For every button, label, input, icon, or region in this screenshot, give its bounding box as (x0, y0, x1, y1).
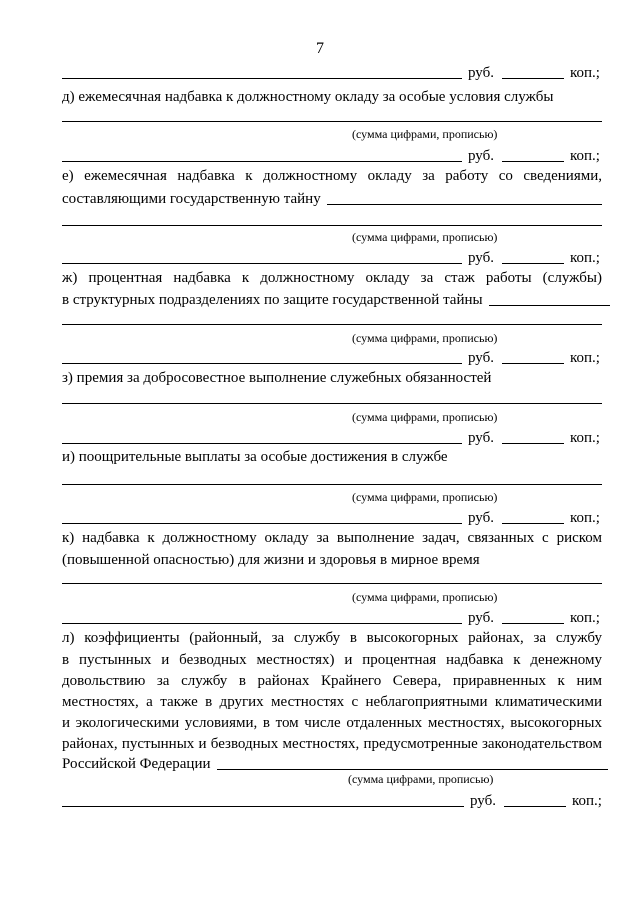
rub-label: руб. (468, 510, 494, 526)
kop-label: коп.; (570, 430, 600, 446)
item-i-fill-line[interactable] (62, 484, 602, 485)
kop-label: коп.; (572, 793, 602, 809)
rub-label: руб. (468, 250, 494, 266)
caption: (сумма цифрами, прописью) (352, 590, 498, 604)
item-z-fill-line[interactable] (62, 403, 602, 404)
page-number: 7 (316, 40, 324, 57)
kop-line[interactable] (504, 806, 566, 807)
rub-label: руб. (468, 430, 494, 446)
item-d-fill-line[interactable] (62, 121, 602, 122)
rub-label: руб. (468, 65, 494, 81)
item-l-fill[interactable] (217, 754, 608, 770)
item-l-line-3: довольствию за службу в районах Крайнего Севера, приравненных к ним (62, 673, 602, 689)
kop-label: коп.; (570, 148, 600, 164)
item-e-fill-line[interactable] (62, 225, 602, 226)
kop-line[interactable] (502, 623, 564, 624)
kop-line[interactable] (502, 363, 564, 364)
item-zh-line-2: в структурных подразделениях по защите государственной тайны (62, 292, 483, 308)
kop-line[interactable] (502, 523, 564, 524)
item-l-line-7-row (62, 754, 608, 774)
caption: (сумма цифрами, прописью) (352, 230, 498, 244)
item-zh-line-2-row (62, 290, 610, 310)
item-l-line-2: в пустынных и безводных местностях) и процентная надбавка к денежному (62, 652, 602, 668)
item-l-line-5: и экологическими условиями, в том числе отдаленных местностях, высокогорных (62, 715, 602, 731)
rub-label: руб. (468, 148, 494, 164)
item-z-line-1: з) премия за добросовестное выполнение служебных обязанностей (62, 370, 492, 386)
kop-line[interactable] (502, 161, 564, 162)
item-l-line-4: местностях, а также в других местностях с неблагоприятными климатическими (62, 694, 602, 710)
item-e-line-2-row (62, 189, 602, 209)
item-zh-fill-line[interactable] (62, 324, 602, 325)
item-e-fill[interactable] (327, 189, 602, 205)
caption: (сумма цифрами, прописью) (352, 410, 498, 424)
amount-line[interactable] (62, 806, 464, 807)
item-l-line-7: Российской Федерации (62, 756, 211, 772)
kop-label: коп.; (570, 350, 600, 366)
item-k-line-1: к) надбавка к должностному окладу за выполнение задач, связанных с риском (62, 530, 602, 546)
item-k-fill-line[interactable] (62, 583, 602, 584)
caption: (сумма цифрами, прописью) (352, 127, 498, 141)
rub-label: руб. (468, 350, 494, 366)
rub-label: руб. (468, 610, 494, 626)
item-k-line-2: (повышенной опасностью) для жизни и здоровья в мирное время (62, 552, 480, 568)
rub-label: руб. (470, 793, 496, 809)
kop-line[interactable] (502, 78, 564, 79)
item-l-line-6: районах, пустынных и безводных местностях, предусмотренные законодательством (62, 736, 602, 752)
amount-line[interactable] (62, 78, 462, 79)
item-zh-fill[interactable] (489, 290, 610, 306)
amount-line[interactable] (62, 623, 462, 624)
item-e-line-2: составляющими государственную тайну (62, 191, 321, 207)
caption: (сумма цифрами, прописью) (352, 331, 498, 345)
kop-label: коп.; (570, 250, 600, 266)
item-zh-line-1: ж) процентная надбавка к должностному окладу за стаж работы (службы) (62, 270, 602, 286)
item-i-line-1: и) поощрительные выплаты за особые достижения в службе (62, 449, 448, 465)
amount-line[interactable] (62, 523, 462, 524)
kop-label: коп.; (570, 65, 600, 81)
amount-line[interactable] (62, 363, 462, 364)
caption: (сумма цифрами, прописью) (348, 772, 494, 786)
item-d-line-1: д) ежемесячная надбавка к должностному окладу за особые условия службы (62, 89, 554, 105)
amount-line[interactable] (62, 443, 462, 444)
amount-line[interactable] (62, 263, 462, 264)
kop-label: коп.; (570, 510, 600, 526)
kop-label: коп.; (570, 610, 600, 626)
caption: (сумма цифрами, прописью) (352, 490, 498, 504)
item-l-line-1: л) коэффициенты (районный, за службу в высокогорных районах, за службу (62, 630, 602, 646)
kop-line[interactable] (502, 263, 564, 264)
item-e-line-1: е) ежемесячная надбавка к должностному окладу за работу со сведениями, (62, 168, 602, 184)
kop-line[interactable] (502, 443, 564, 444)
amount-line[interactable] (62, 161, 462, 162)
